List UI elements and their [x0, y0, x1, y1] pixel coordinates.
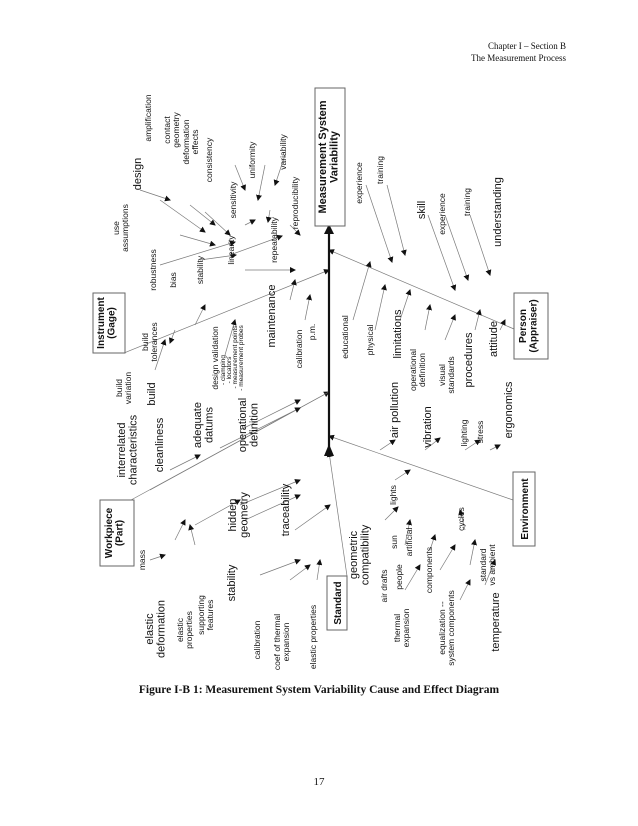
- branch-line: [353, 262, 370, 320]
- environment-category-label: Environment: [520, 478, 531, 540]
- pm-label: p.m.: [307, 323, 317, 341]
- branch-line: [205, 212, 230, 235]
- branch-line: [180, 235, 215, 245]
- geometric-compatibility-label: geometriccompatibility: [348, 524, 372, 586]
- branch-line: [440, 545, 455, 570]
- maintenance-label: maintenance: [266, 284, 278, 348]
- branch-line: [380, 440, 395, 450]
- consistency-label: consistency: [204, 137, 214, 183]
- header-section: The Measurement Process: [471, 53, 566, 63]
- amplification-label: amplification: [143, 94, 153, 142]
- hidden-geometry-label: hiddengeometry: [227, 492, 251, 538]
- contact-geometry-label: contactgeometry: [162, 112, 181, 148]
- branch-line: [170, 330, 175, 343]
- branch-line: [295, 505, 330, 530]
- physical-label: physical: [365, 324, 375, 356]
- standard-category-label: Standard: [333, 581, 344, 625]
- branch-line: [260, 560, 300, 575]
- bias-label: bias: [168, 272, 178, 288]
- sensitivity-label: sensitivity: [228, 181, 238, 219]
- dv-points-label: - measurement points: [232, 325, 239, 389]
- calibration-inst-label: calibration: [294, 329, 304, 369]
- calibration-std-label: calibration: [252, 620, 262, 660]
- uniformity-label: uniformity: [247, 141, 257, 179]
- lighting-label: lighting: [459, 419, 469, 447]
- reproducibility-label: reproducibility: [290, 176, 300, 230]
- elastic-deformation-label: elasticdeformation: [144, 599, 168, 659]
- branch-line: [140, 190, 170, 200]
- sun-label: sun: [389, 535, 399, 549]
- skill-label: skill: [416, 200, 428, 220]
- branch-line: [305, 295, 310, 320]
- educational-label: educational: [340, 315, 350, 359]
- mass-label: mass: [137, 549, 147, 571]
- branch-line: [190, 525, 195, 545]
- branch-line: [445, 215, 468, 280]
- temperature-label: temperature: [490, 592, 502, 652]
- build-tolerances-label: buildtolerances: [140, 322, 159, 362]
- experience-2-label: experience: [437, 193, 447, 235]
- lights-label: lights: [388, 485, 398, 505]
- branch-line: [317, 560, 320, 580]
- branch-line: [470, 215, 490, 275]
- adequate-datums-label: adequatedatums: [192, 402, 216, 448]
- spine-tail-marker: [324, 444, 334, 456]
- stability-inst-label: stability: [195, 255, 205, 285]
- robustness-label: robustness: [148, 249, 158, 291]
- design-label: design: [132, 157, 144, 191]
- training-2-label: training: [462, 188, 472, 216]
- cleanliness-label: cleanliness: [154, 417, 166, 473]
- figure-caption: Figure I-B 1: Measurement System Variability Cause and Effect Diagram: [138, 684, 500, 696]
- branch-line: [175, 520, 185, 540]
- stress-label: stress: [475, 420, 485, 444]
- procedures-label: procedures: [463, 332, 475, 388]
- build-label: build: [146, 382, 158, 406]
- branch-line: [150, 555, 165, 560]
- deformation-effects-label: deformationeffects: [181, 119, 200, 165]
- thermal-expansion-label: thermalexpansion: [392, 608, 411, 648]
- repeatability-label: repeatability: [269, 217, 279, 263]
- branch-line: [395, 470, 410, 480]
- variability-label: variability: [278, 134, 288, 170]
- interrelated-label: interrelatedcharacteristics: [116, 414, 140, 486]
- dv-probes-label: - measurement probes: [238, 325, 245, 391]
- people-label: people: [394, 564, 404, 590]
- operational-definition-person-label: operationaldefinition: [408, 348, 427, 392]
- dv-locators-label: - locators: [226, 356, 233, 384]
- branch-line: [290, 565, 310, 580]
- branch-line: [490, 445, 500, 450]
- coef-thermal-label: coef of thermalexpansion: [272, 613, 291, 671]
- dv-clamping-label: - clamping: [220, 355, 227, 385]
- cause-labels: [96, 94, 540, 670]
- understanding-label: understanding: [492, 177, 504, 247]
- person-category-label: Person(Appraiser): [518, 299, 540, 353]
- branch-line: [329, 250, 514, 329]
- branch-line: [366, 185, 392, 262]
- supporting-features-label: supportingfeatures: [196, 595, 215, 635]
- branch-line: [258, 165, 265, 200]
- branch-line: [385, 507, 398, 520]
- elastic-properties-std-label: elastic properties: [308, 604, 318, 670]
- branch-line: [470, 540, 475, 565]
- branch-line: [290, 280, 295, 300]
- workpiece-category-label: Workpiece(Part): [104, 507, 126, 559]
- ergonomics-label: ergonomics: [503, 381, 515, 439]
- branch-line: [425, 305, 430, 330]
- stability-std-label: stability: [226, 564, 238, 602]
- air-pollution-label: air pollution: [389, 381, 401, 439]
- branch-line: [460, 580, 470, 600]
- elastic-properties-wp-label: elasticproperties: [175, 611, 194, 649]
- traceability-label: traceability: [280, 483, 292, 537]
- training-1-label: training: [375, 156, 385, 184]
- standard-vs-ambient-label: standardvs ambient: [478, 544, 497, 586]
- design-validation-label: design validation: [210, 326, 220, 390]
- equalization-label: equalization --system components: [437, 590, 456, 666]
- header-chapter: Chapter I – Section B: [488, 41, 566, 51]
- branch-line: [245, 220, 255, 225]
- vibration-label: vibration: [422, 406, 434, 448]
- limitations-label: limitations: [392, 309, 404, 359]
- effect-title: Measurement SystemVariability: [317, 100, 341, 214]
- branch-line: [329, 436, 513, 500]
- branch-line: [170, 455, 200, 470]
- components-label: components: [424, 546, 434, 594]
- branch-line: [405, 565, 420, 590]
- build-variation-label: buildvariation: [114, 371, 133, 405]
- branch-line: [160, 200, 205, 232]
- air-drafts-label: air drafts: [379, 569, 389, 603]
- linearity-label: linearity: [226, 235, 236, 265]
- visual-standards-label: visualstandards: [437, 356, 456, 394]
- page-number: 17: [313, 776, 325, 788]
- branch-line: [329, 452, 347, 576]
- use-assumptions-label: useassumptions: [111, 204, 130, 252]
- operational-definition-label: operationaldefinition: [237, 397, 261, 453]
- instrument-category-label: Instrument(Gage): [96, 297, 118, 349]
- branch-line: [387, 185, 405, 255]
- branch-line: [445, 315, 455, 340]
- branch-line: [190, 205, 215, 225]
- artificial-label: artificial: [404, 527, 414, 557]
- attitude-label: attitude: [488, 320, 500, 358]
- branch-line: [375, 285, 385, 330]
- experience-1-label: experience: [354, 162, 364, 204]
- cycles-label: cycles: [456, 507, 466, 531]
